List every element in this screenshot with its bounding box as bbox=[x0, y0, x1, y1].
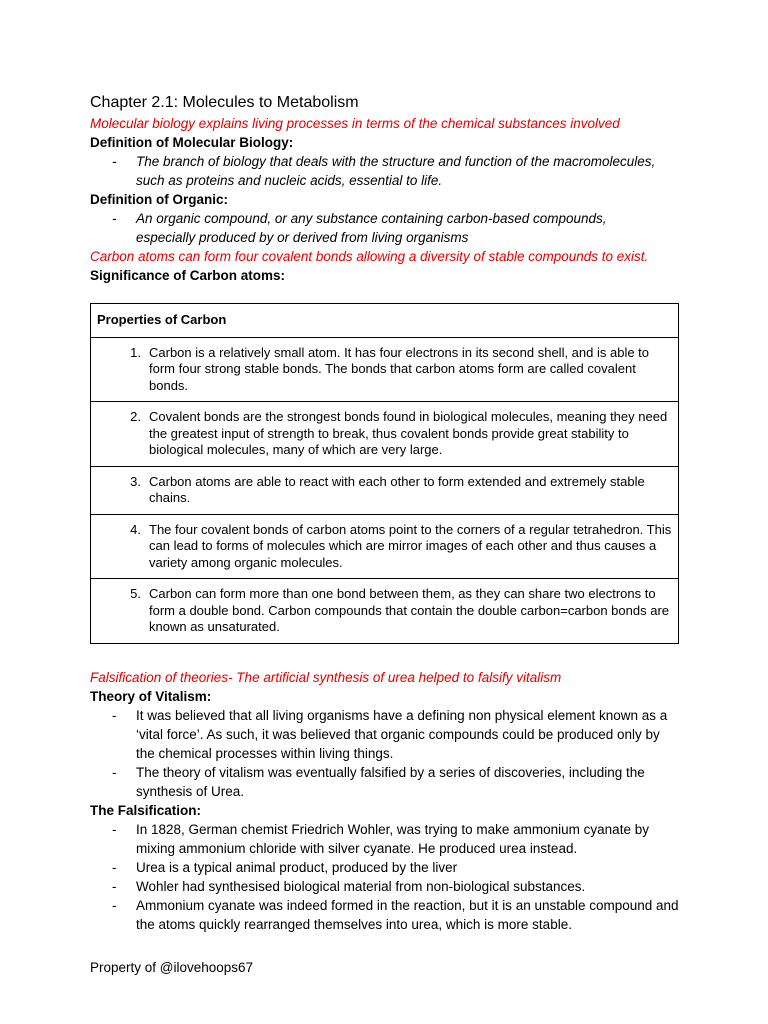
list-item-text: Urea is a typical animal product, produced by the liver bbox=[136, 859, 458, 875]
falsification-heading: The Falsification: bbox=[90, 802, 202, 818]
list-item bbox=[90, 152, 680, 190]
list-item-text: The theory of vitalism was eventually falsified by a series of discoveries, including the synthesis of Urea. bbox=[136, 764, 645, 799]
row-text: Carbon atoms are able to react with each other to form extended and extremely stable chains. bbox=[149, 473, 645, 505]
definition-line: An organic compound, or any substance containing carbon-based compounds, bbox=[136, 211, 607, 226]
table-row bbox=[91, 402, 679, 467]
dash-marker: - bbox=[112, 878, 117, 894]
list-item-text: It was believed that all living organisms have a defining non physical element known as a ‘vital force’. As such, it was believed that organic compounds could be produced only by the chemical processes within living things. bbox=[136, 707, 668, 761]
row-text: The four covalent bonds of carbon atoms point to the corners of a regular tetrahedron. This can lead to forms of molecules which are mirror images of each other and thus causes a variety among organic molecules. bbox=[149, 521, 672, 570]
table-cell bbox=[91, 514, 679, 579]
molbio-definition-heading: Definition of Molecular Biology: bbox=[90, 135, 294, 150]
row-number: 3. bbox=[130, 473, 141, 489]
table-row bbox=[91, 514, 679, 579]
row-text: Carbon can form more than one bond between them, as they can share two electrons to form a double bond. Carbon compounds that contain the double carbon=carbon bonds are known as unsaturated. bbox=[149, 586, 669, 634]
organic-definition-list bbox=[90, 209, 680, 247]
row-number: 5. bbox=[130, 586, 141, 601]
falsification-list bbox=[90, 820, 680, 934]
list-item bbox=[90, 820, 680, 858]
table-cell bbox=[91, 402, 679, 467]
list-item bbox=[90, 763, 680, 801]
chapter-title: Chapter 2.1: Molecules to Metabolism bbox=[90, 94, 359, 111]
list-item bbox=[90, 858, 680, 877]
dash-marker: - bbox=[112, 707, 117, 723]
organic-definition-heading: Definition of Organic: bbox=[90, 192, 228, 207]
table-cell bbox=[91, 337, 679, 402]
table-row bbox=[91, 579, 679, 644]
significance-heading: Significance of Carbon atoms: bbox=[90, 268, 286, 283]
falsification-red-statement: Falsification of theories- The artificial synthesis of urea helped to falsify vitalism bbox=[90, 669, 562, 685]
page-footer: Property of @ilovehoops67 bbox=[90, 960, 254, 975]
row-text: Covalent bonds are the strongest bonds found in biological molecules, meaning they need the greatest input of strength to break, thus covalent bonds provide great stability to biological molecules, many of which are very large. bbox=[149, 409, 668, 457]
intro-red-statement: Molecular biology explains living processes in terms of the chemical substances involved bbox=[90, 116, 620, 131]
dash-marker: - bbox=[112, 154, 117, 169]
table-row bbox=[91, 337, 679, 402]
list-item bbox=[90, 209, 680, 247]
dash-marker: - bbox=[112, 211, 117, 226]
list-item bbox=[90, 896, 680, 934]
table-cell bbox=[91, 579, 679, 644]
document-content bbox=[90, 92, 680, 934]
carbon-red-statement: Carbon atoms can form four covalent bonds allowing a diversity of stable compounds to exist. bbox=[90, 249, 649, 264]
dash-marker: - bbox=[112, 821, 117, 837]
list-item bbox=[90, 706, 680, 763]
carbon-properties-table bbox=[90, 303, 679, 644]
table-row bbox=[91, 466, 679, 514]
definition-line: The branch of biology that deals with the structure and function of the macromolecules, bbox=[136, 154, 656, 169]
row-number: 2. bbox=[130, 409, 141, 424]
row-number: 1. bbox=[130, 344, 141, 360]
dash-marker: - bbox=[112, 897, 117, 913]
list-item bbox=[90, 877, 680, 896]
list-item-text: Ammonium cyanate was indeed formed in the reaction, but it is an unstable compound and the atoms quickly rearranged themselves into urea, which is more stable. bbox=[136, 897, 679, 932]
vitalism-heading: Theory of Vitalism: bbox=[90, 688, 212, 704]
molbio-definition-list bbox=[90, 152, 680, 190]
table-header: Properties of Carbon bbox=[91, 304, 679, 338]
row-number: 4. bbox=[130, 521, 141, 537]
definition-line: such as proteins and nucleic acids, essential to life. bbox=[136, 173, 443, 188]
list-item-text: In 1828, German chemist Friedrich Wohler, was trying to make ammonium cyanate by mixing ammonium chloride with silver cyanate. He produced urea instead. bbox=[136, 821, 649, 856]
row-text: Carbon is a relatively small atom. It has four electrons in its second shell, and is able to form four strong stable bonds. The bonds that carbon atoms form are called covalent bonds. bbox=[149, 344, 650, 393]
falsification-section bbox=[90, 668, 680, 934]
table-cell bbox=[91, 466, 679, 514]
table-header-row bbox=[91, 304, 679, 338]
list-item-text: Wohler had synthesised biological material from non-biological substances. bbox=[136, 878, 586, 894]
dash-marker: - bbox=[112, 764, 117, 780]
dash-marker: - bbox=[112, 859, 117, 875]
definition-line: especially produced by or derived from living organisms bbox=[136, 230, 469, 245]
vitalism-list bbox=[90, 706, 680, 801]
